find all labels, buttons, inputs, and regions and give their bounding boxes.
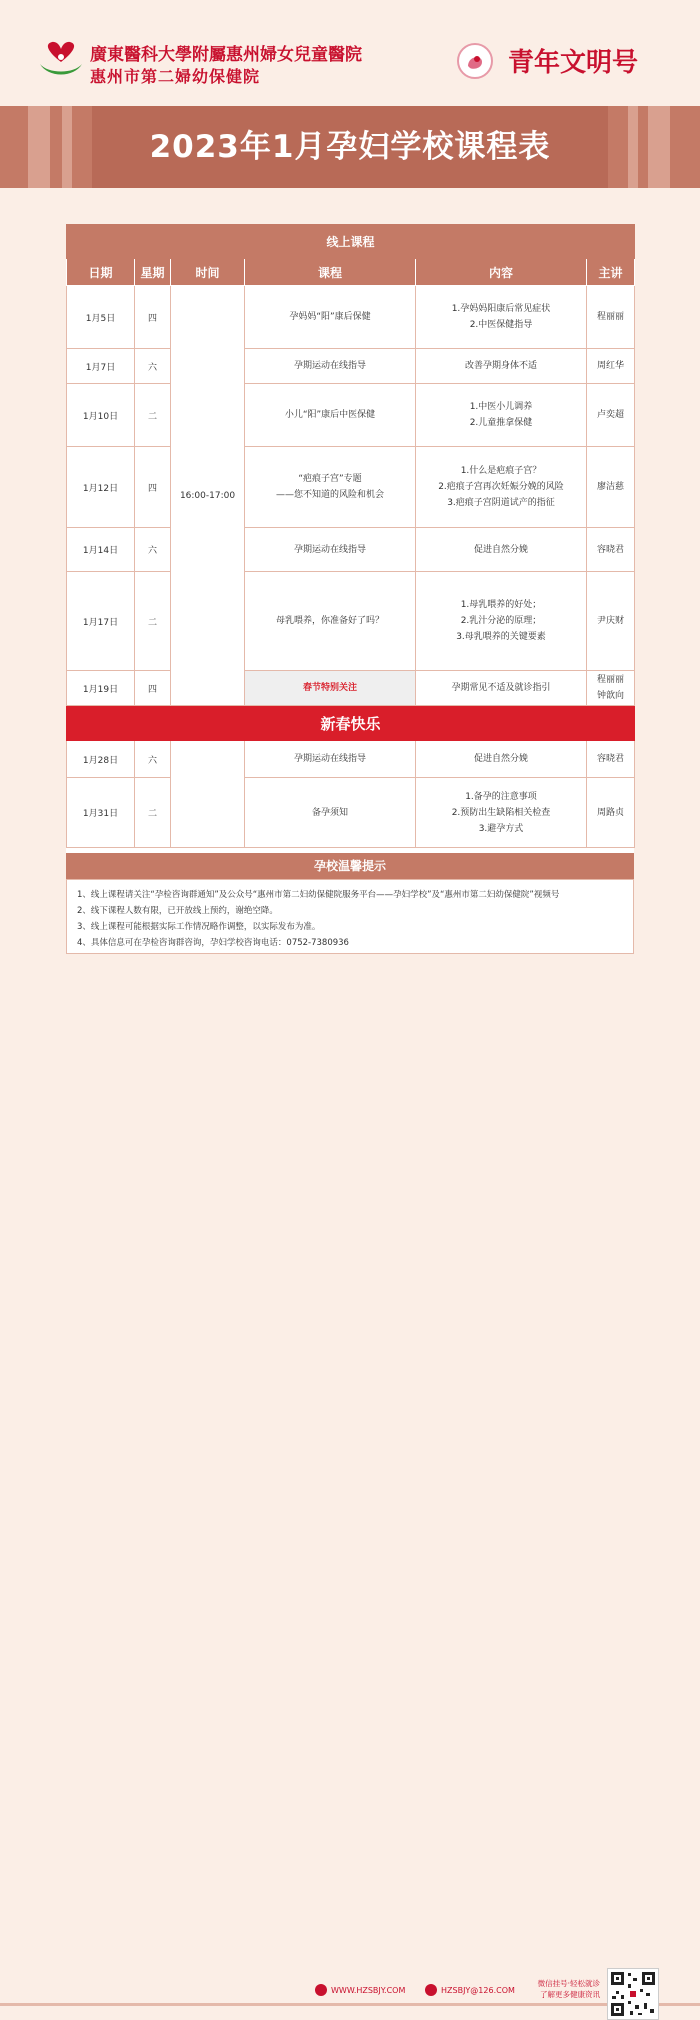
table-row	[67, 384, 635, 447]
online-section-header	[67, 225, 635, 259]
cell-line: 孕期运动在线指导	[293, 544, 366, 555]
cell-line: 3.母乳喂养的关键要素	[456, 632, 546, 642]
tips-header: 孕校温馨提示	[66, 853, 634, 879]
table-row	[67, 671, 635, 706]
festival-banner: 新春快乐	[67, 706, 635, 741]
cell-line: 3.避孕方式	[478, 823, 524, 834]
youth-civilization-logo-icon	[456, 42, 494, 80]
weekday-cell: 四	[135, 671, 171, 706]
cell-line: 2.中医保健指导	[469, 320, 533, 330]
hospital-logo-icon	[38, 40, 84, 80]
course-cell	[245, 572, 416, 671]
content-cell	[416, 528, 587, 572]
cell-line: 容晓君	[597, 544, 625, 555]
cell-line: 程丽丽	[597, 312, 625, 322]
speaker-cell	[587, 572, 635, 671]
cell-line: 2.疤痕子宫再次妊娠分娩的风险	[438, 482, 564, 492]
cell-line: 小儿“阳”康后中医保健	[284, 410, 376, 420]
footer-slogan	[520, 1978, 600, 2000]
cell-line: 尹庆财	[597, 616, 625, 626]
cell-line: 孕期运动在线指导	[293, 361, 366, 371]
cell-line: 廖洁慈	[597, 482, 625, 492]
slogan-line1: 微信挂号·轻松就诊	[537, 1979, 600, 1988]
column-header-time: 时间	[171, 259, 245, 286]
speaker-cell	[587, 384, 635, 447]
globe-icon	[315, 1984, 327, 1996]
cell-line: ——您不知道的风险和机会	[275, 490, 384, 500]
footer-divider	[0, 2003, 700, 2006]
footer	[0, 985, 700, 1999]
weekday-cell: 六	[135, 528, 171, 572]
cell-line: 3.疤痕子宫阴道试产的指征	[447, 498, 555, 508]
course-cell	[245, 778, 416, 848]
table-row	[67, 286, 635, 349]
header	[0, 0, 700, 105]
cell-line: 孕期常见不适及就诊指引	[451, 683, 551, 693]
cell-line: 孕期运动在线指导	[293, 754, 366, 764]
tip-item: 3、线上课程可能根据实际工作情况略作调整，以实际发布为准。	[77, 922, 321, 932]
speaker-cell	[587, 778, 635, 848]
weekday-cell: 六	[135, 741, 171, 778]
column-header-content: 内容	[416, 259, 587, 286]
cell-line: 孕妈妈“阳”康后保健	[289, 312, 371, 322]
cell-line: 春节特别关注	[302, 683, 357, 693]
cell-line: 容晓君	[597, 754, 625, 764]
cell-line: 2.乳汁分泌的原理；	[460, 616, 542, 626]
course-cell	[245, 447, 416, 528]
date-cell: 1月17日	[67, 572, 135, 671]
content-cell	[416, 349, 587, 384]
online-section-title: 线上课程	[67, 225, 635, 259]
cell-line: “疤痕子宫”专题	[298, 474, 362, 484]
date-cell: 1月28日	[67, 741, 135, 778]
cell-line: 周红华	[597, 361, 625, 371]
speaker-cell	[587, 671, 635, 706]
cell-line: 卢奕超	[597, 410, 625, 420]
course-cell	[245, 384, 416, 447]
brand-title: 青年文明号	[508, 48, 639, 78]
weekday-cell: 六	[135, 349, 171, 384]
cell-line: 母乳喂养，你准备好了吗？	[275, 616, 384, 626]
date-cell: 1月10日	[67, 384, 135, 447]
tip-item: 2、线下课程人数有限，已开放线上预约，谢绝空降。	[77, 906, 278, 916]
weekday-cell: 二	[135, 572, 171, 671]
tips-box	[66, 879, 634, 954]
slogan-line2: 了解更多健康资讯	[540, 1990, 600, 1999]
page-title: 2023年1月孕妇学校课程表	[149, 129, 551, 165]
cell-line: 1.母乳喂养的好处；	[460, 600, 542, 610]
table-row	[67, 528, 635, 572]
content-cell	[416, 741, 587, 778]
cell-line: 周路贞	[597, 807, 625, 818]
cell-line: 钟歆向	[597, 691, 625, 701]
hospital-name-line1: 廣東醫科大學附屬惠州婦女兒童醫院	[90, 45, 362, 65]
course-cell	[245, 671, 416, 706]
content-cell	[416, 778, 587, 848]
cell-line: 促进自然分娩	[473, 754, 528, 764]
content-cell	[416, 286, 587, 349]
course-cell	[245, 286, 416, 349]
date-cell: 1月14日	[67, 528, 135, 572]
content-cell	[416, 384, 587, 447]
tip-item: 4、具体信息可在孕检咨询群咨询，孕妇学校咨询电话：0752-7380936	[77, 938, 349, 948]
weekday-cell: 二	[135, 778, 171, 848]
time-cell-empty	[171, 741, 245, 848]
table-row	[67, 349, 635, 384]
festival-banner-row	[67, 706, 635, 741]
weekday-cell: 四	[135, 447, 171, 528]
email-link[interactable]	[425, 1984, 515, 1996]
qr-code-icon[interactable]	[607, 1968, 659, 2020]
column-header-course: 课程	[245, 259, 416, 286]
column-header-speaker: 主讲	[587, 259, 635, 286]
speaker-cell	[587, 286, 635, 349]
cell-line: 2.儿童推拿保健	[469, 418, 533, 428]
weekday-cell: 四	[135, 286, 171, 349]
weekday-cell: 二	[135, 384, 171, 447]
table-row	[67, 572, 635, 671]
date-cell: 1月5日	[67, 286, 135, 349]
speaker-cell	[587, 349, 635, 384]
cell-line: 备孕须知	[311, 807, 348, 818]
email-text: HZSBJY@126.COM	[441, 1985, 515, 1995]
date-cell: 1月12日	[67, 447, 135, 528]
speaker-cell	[587, 741, 635, 778]
table-row	[67, 778, 635, 848]
speaker-cell	[587, 528, 635, 572]
date-cell: 1月19日	[67, 671, 135, 706]
cell-line: 1.中医小儿调养	[469, 402, 533, 412]
content-cell	[416, 447, 587, 528]
date-cell: 1月7日	[67, 349, 135, 384]
cell-line: 1.什么是疤痕子宫？	[460, 466, 542, 476]
cell-line: 1.备孕的注意事项	[465, 791, 537, 802]
table-row	[67, 741, 635, 778]
cell-line: 程丽丽	[597, 675, 625, 685]
table-row	[67, 447, 635, 528]
course-cell	[245, 741, 416, 778]
date-cell: 1月31日	[67, 778, 135, 848]
time-cell: 16:00-17:00	[171, 286, 245, 706]
content-cell	[416, 572, 587, 671]
speaker-cell	[587, 447, 635, 528]
website-text: WWW.HZSBJY.COM	[331, 1985, 406, 1995]
hospital-name-line2: 惠州市第二婦幼保健院	[90, 67, 261, 86]
cell-line: 促进自然分娩	[473, 544, 528, 555]
column-header-weekday: 星期	[135, 259, 171, 286]
content-cell	[416, 671, 587, 706]
cell-line: 2.预防出生缺陷相关检查	[451, 807, 551, 818]
schedule-table	[66, 224, 635, 848]
mail-icon	[425, 1984, 437, 1996]
cell-line: 改善孕期身体不适	[464, 361, 537, 371]
cell-line: 1.孕妈妈阳康后常见症状	[451, 304, 551, 314]
course-cell	[245, 528, 416, 572]
tip-item: 1、线上课程请关注“孕检咨询群通知”及公众号“惠州市第二妇幼保健院服务平台——孕妇学校”及“惠州市第二妇幼保健院”视频号	[77, 890, 560, 900]
course-cell	[245, 349, 416, 384]
column-header-date: 日期	[67, 259, 135, 286]
website-link[interactable]	[315, 1984, 405, 1996]
column-header-row	[67, 259, 635, 286]
